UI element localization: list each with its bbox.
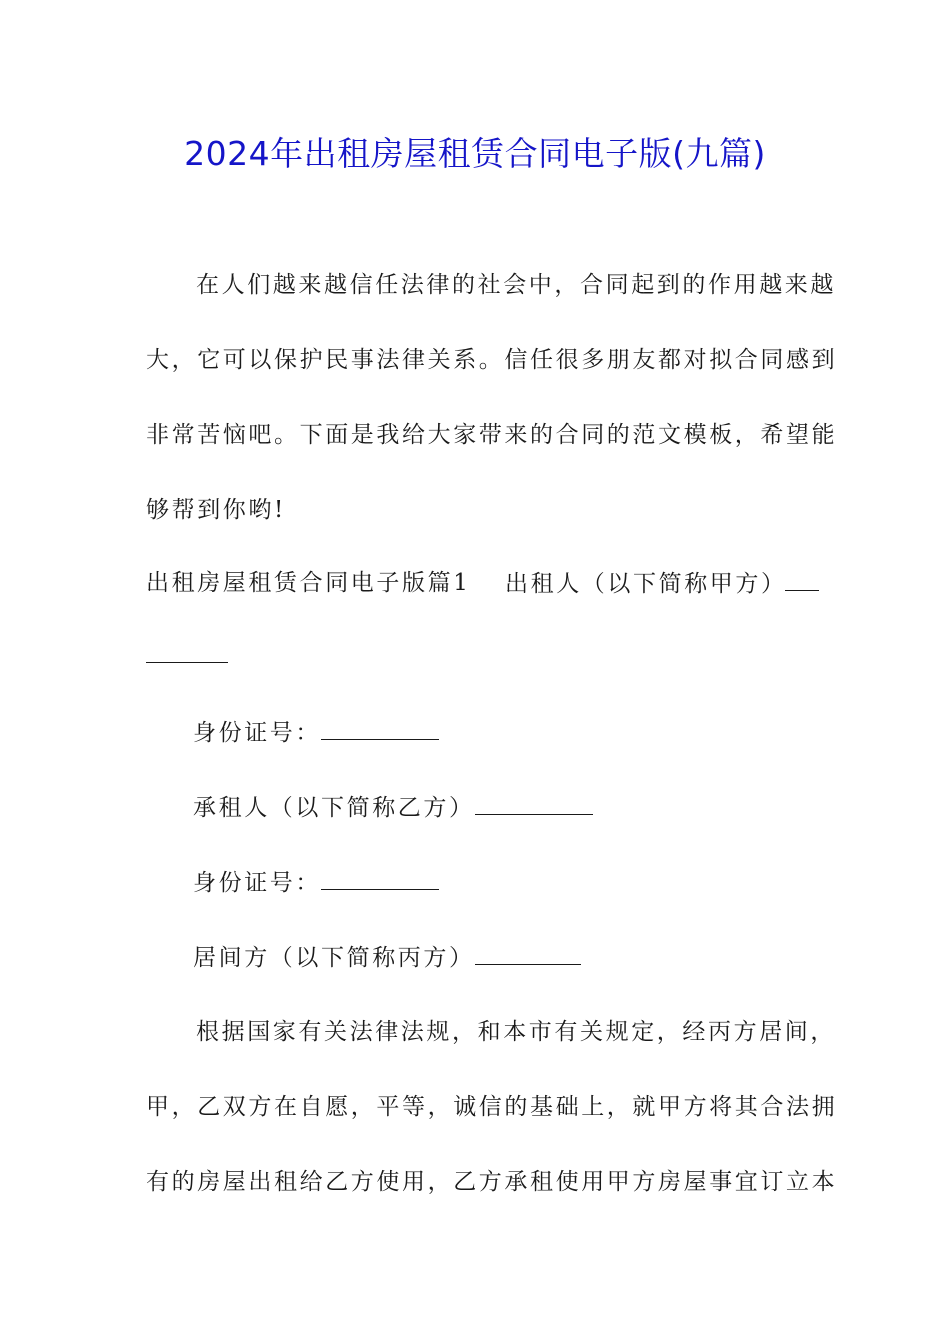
broker-row <box>193 942 581 973</box>
id-number-blank-1 <box>321 717 439 740</box>
section-heading: 出租房屋租赁合同电子版篇1 <box>146 570 471 596</box>
intro-line-4: 够帮到你哟! <box>146 497 286 523</box>
id-number-row-1 <box>193 717 439 748</box>
body-line-1: 根据国家有关法律法规，和本市有关规定，经丙方居间， <box>196 1019 836 1045</box>
lessee-row <box>193 792 593 823</box>
body-line-3: 有的房屋出租给乙方使用，乙方承租使用甲方房屋事宜订立本 <box>146 1169 838 1195</box>
id-number-label-1: 身份证号： <box>193 720 321 746</box>
lessor-blank-continued <box>146 640 228 663</box>
lessor-label: 出租人（以下简称甲方） <box>505 571 787 597</box>
lessor-blank <box>785 568 819 591</box>
body-line-2: 甲，乙双方在自愿，平等，诚信的基础上，就甲方将其合法拥 <box>146 1094 838 1120</box>
document-title: 2024年出租房屋租赁合同电子版(九篇) <box>184 134 766 173</box>
broker-blank <box>475 942 581 965</box>
broker-label: 居间方（以下简称丙方） <box>193 945 475 971</box>
intro-line-2: 大，它可以保护民事法律关系。信任很多朋友都对拟合同感到 <box>146 347 838 373</box>
id-number-row-2 <box>193 867 439 898</box>
lessee-label: 承租人（以下简称乙方） <box>193 795 475 821</box>
id-number-label-2: 身份证号： <box>193 870 321 896</box>
lessor-blank-continued-row <box>146 640 228 671</box>
lessee-blank <box>475 792 593 815</box>
section-heading-row <box>146 568 470 598</box>
intro-line-1: 在人们越来越信任法律的社会中，合同起到的作用越来越 <box>196 272 836 298</box>
id-number-blank-2 <box>321 867 439 890</box>
intro-line-3: 非常苦恼吧。下面是我给大家带来的合同的范文模板，希望能 <box>146 422 838 448</box>
lessor-row <box>505 568 819 599</box>
